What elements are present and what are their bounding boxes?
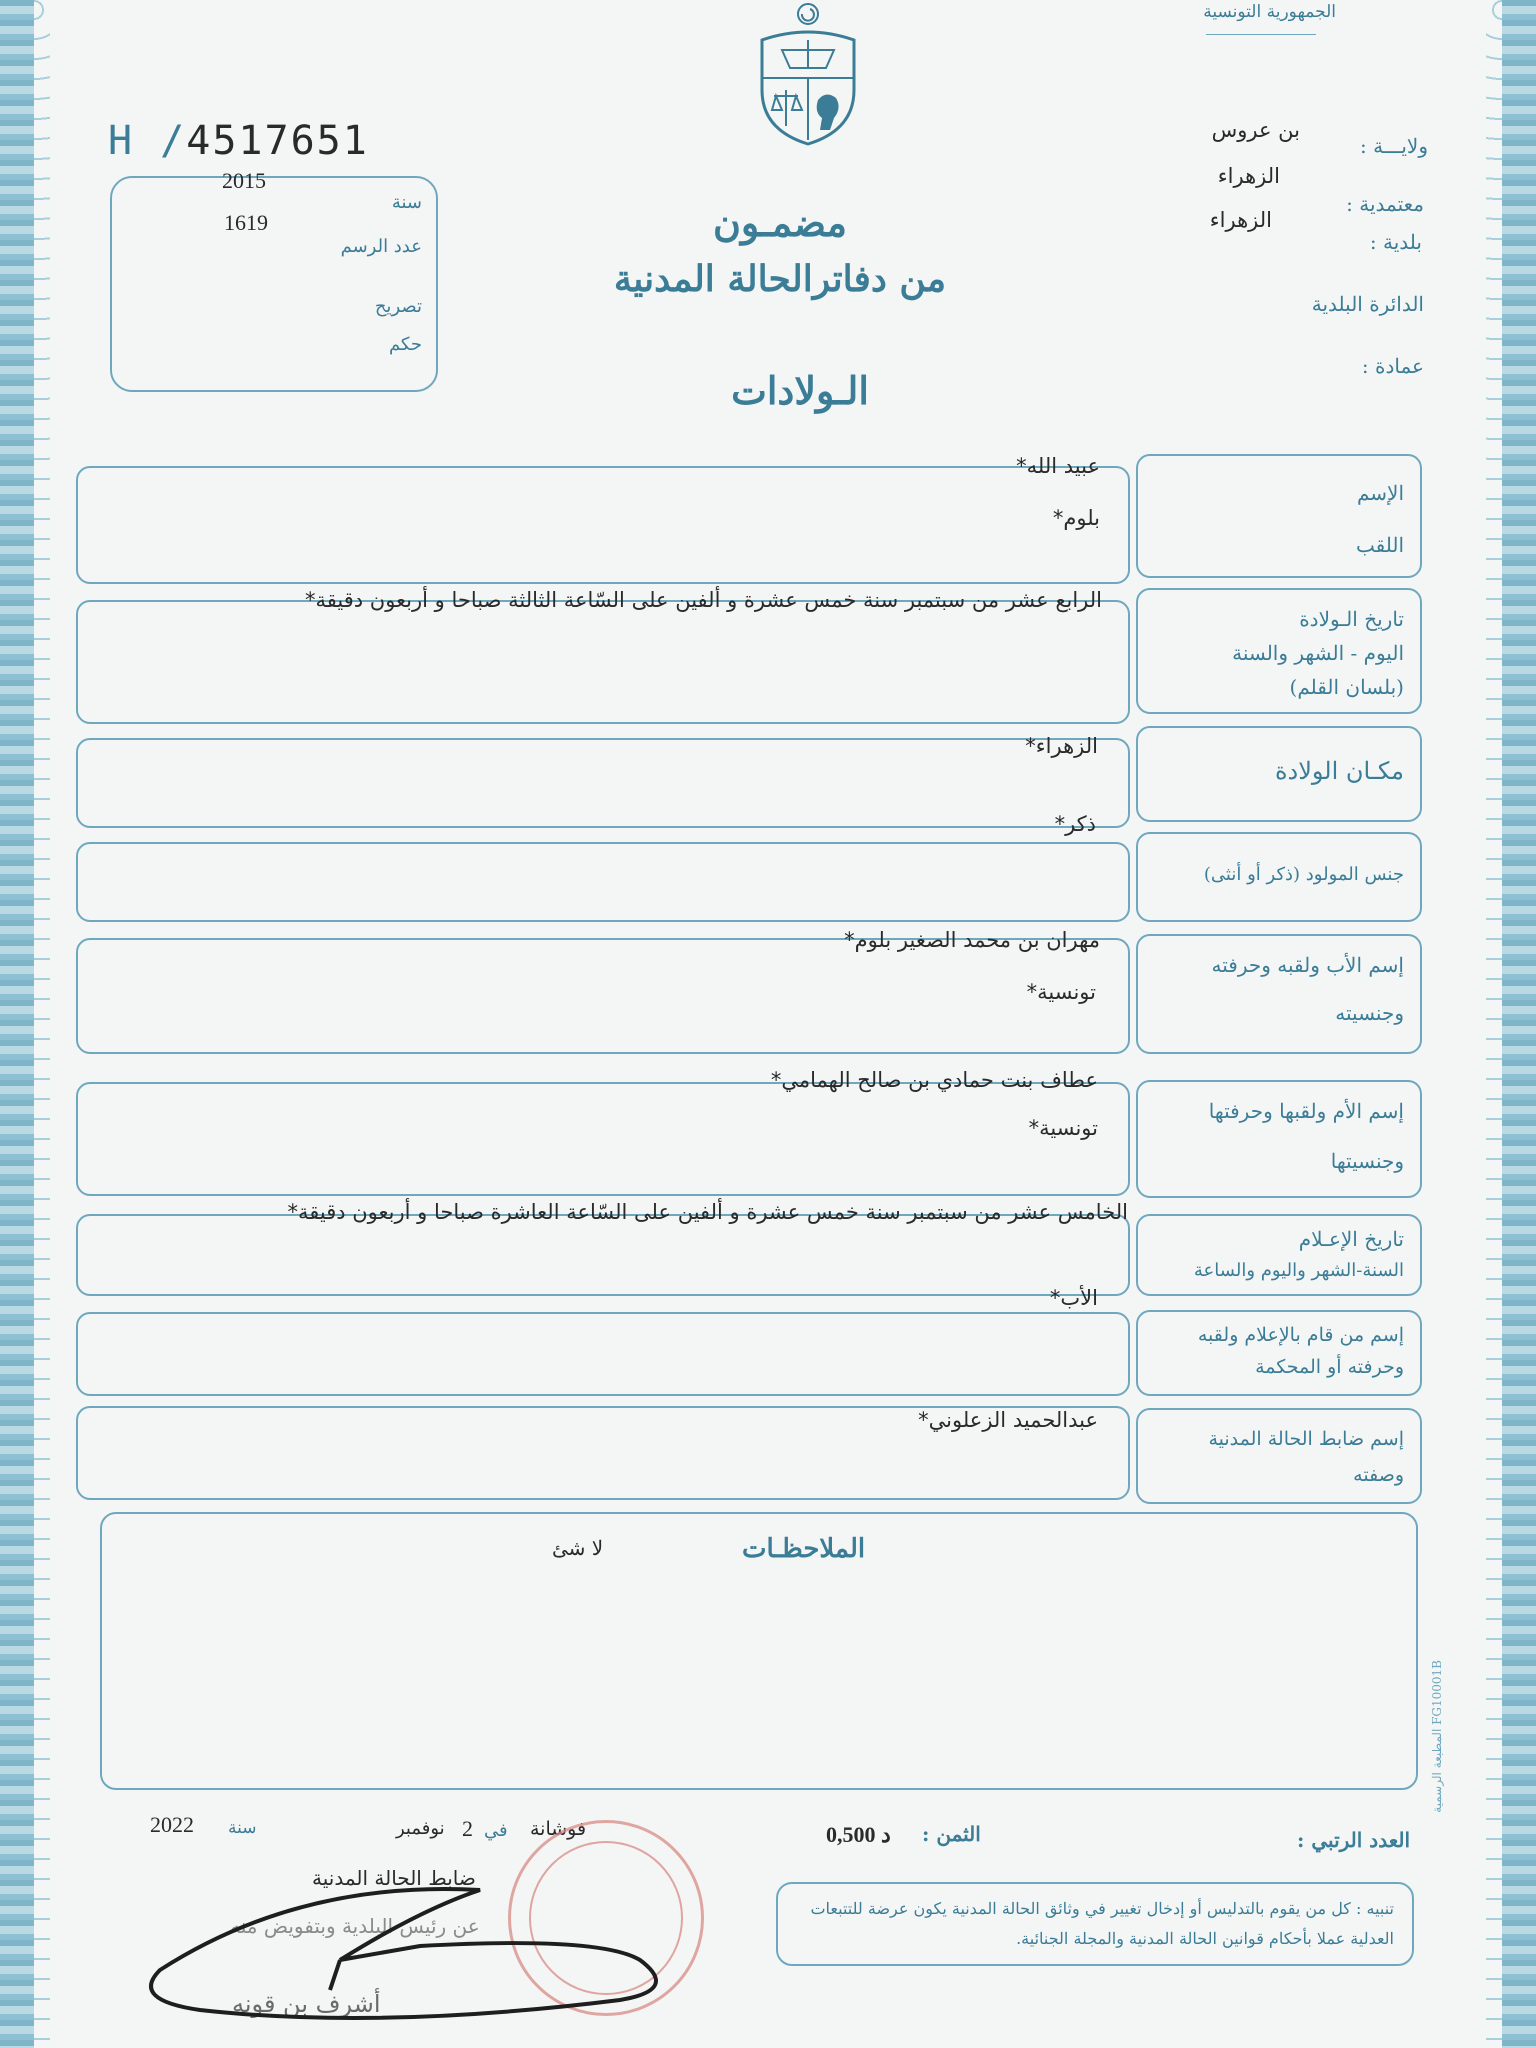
price-value: 0,500 د xyxy=(826,1822,891,1847)
officer-label-2: وصفته xyxy=(1353,1464,1404,1486)
serial-digits: 4517651 xyxy=(186,118,369,164)
sex-value: ذكر* xyxy=(1054,812,1096,836)
sex-label-box xyxy=(1136,832,1422,922)
name-label-box xyxy=(1136,454,1422,578)
officer-name: أشرف بن قونه xyxy=(232,1990,381,2018)
judgment-checkbox-label: حكم xyxy=(388,334,422,355)
birth-date-value-box xyxy=(76,588,1130,724)
name-value: عبيد الله* xyxy=(1016,454,1100,478)
mother-value-box xyxy=(76,1068,1130,1196)
wilaya-value: بن عروس xyxy=(1211,118,1300,142)
declaration-checkbox-label: تصريح xyxy=(374,296,422,317)
notes-label: الملاحظـات xyxy=(742,1534,866,1564)
day-value: 2 xyxy=(462,1816,473,1841)
municipal-circle-label: الدائرة البلدية xyxy=(1311,292,1424,316)
birth-date-value: الرابع عشر من سبتمبر سنة خمس عشرة و ألفين على السّاعة الثالثة صباحا و أربعون دقيقة* xyxy=(304,588,1102,612)
sex-label: جنس المولود (ذكر أو أنثى) xyxy=(1203,864,1404,885)
price-label: الثمن : xyxy=(922,1822,981,1846)
mutamadiya-value: الزهراء xyxy=(1217,164,1280,188)
declaration-date-value-box xyxy=(76,1200,1130,1296)
notes-box xyxy=(100,1512,1418,1790)
registry-number-label: عدد الرسم xyxy=(340,236,422,257)
wilaya-label: ولايـــة : xyxy=(1359,134,1428,158)
year-value: 2022 xyxy=(150,1812,194,1837)
registry-year-label: سنة xyxy=(391,192,422,213)
officer-label-1: إسم ضابط الحالة المدنية xyxy=(1208,1428,1404,1450)
serial-prefix: H / xyxy=(108,118,187,164)
on-label: في xyxy=(484,1820,508,1841)
father-label-box xyxy=(1136,934,1422,1054)
month-value: نوفمبر xyxy=(396,1818,445,1839)
sex-value-box xyxy=(76,812,1130,922)
officer-label-box xyxy=(1136,1408,1422,1504)
printer-mark: المطبعة الرسمية FG10001B xyxy=(1430,1660,1444,1813)
mutamadiya-label: معتمدية : xyxy=(1346,192,1424,216)
father-label-2: وجنسيته xyxy=(1335,1001,1404,1025)
tunisia-coat-of-arms-icon xyxy=(752,0,864,146)
declaration-date-label-2: السنة-الشهر واليوم والساعة xyxy=(1193,1260,1404,1281)
officer-title: ضابط الحالة المدنية xyxy=(312,1866,476,1890)
serial-number xyxy=(108,118,369,164)
declarant-value: الأب* xyxy=(1049,1286,1098,1310)
mother-nationality: تونسية* xyxy=(1028,1116,1098,1140)
registry-year-value: 2015 xyxy=(222,168,266,193)
father-label-1: إسم الأب ولقبه وحرفته xyxy=(1211,953,1404,977)
mother-label-2: وجنسيتها xyxy=(1330,1149,1404,1173)
birth-date-label-box xyxy=(1136,588,1422,714)
title-civil-registers: من دفاترالحالة المدنية xyxy=(613,258,947,300)
father-value: مهران بن محمد الصغير بلوم* xyxy=(844,928,1100,952)
declaration-date-label-box xyxy=(1136,1214,1422,1296)
birth-date-label-3: (بلسان القلم) xyxy=(1289,675,1404,699)
registry-number-value: 1619 xyxy=(224,210,268,235)
guilloche-border-left xyxy=(0,0,34,2048)
year-label: سنة xyxy=(228,1818,257,1838)
birth-place-label-box xyxy=(1136,726,1422,822)
birth-place-label: مكـان الولادة xyxy=(1274,757,1404,785)
mother-label-box xyxy=(1136,1080,1422,1198)
declaration-date-value: الخامس عشر من سبتمبر سنة خمس عشرة و ألفين على السّاعة العاشرة صباحا و أربعون دقيقة* xyxy=(287,1200,1128,1224)
declaration-date-label-1: تاريخ الإعـلام xyxy=(1298,1227,1404,1251)
guilloche-border-right xyxy=(1502,0,1536,2048)
title-extract: مضمـون xyxy=(713,200,847,245)
declarant-label-2: وحرفته أو المحكمة xyxy=(1255,1356,1404,1378)
title-births: الـولادات xyxy=(731,368,869,413)
registry-box xyxy=(110,168,438,392)
birth-date-label-1: تاريخ الـولادة xyxy=(1299,607,1404,631)
birth-place-value-box xyxy=(76,734,1130,828)
father-nationality: تونسية* xyxy=(1026,980,1096,1004)
baladiya-label: بلدية : xyxy=(1369,230,1422,254)
mother-value: عطاف بنت حمادي بن صالح الهمامي* xyxy=(770,1068,1098,1092)
signature-icon xyxy=(120,1850,680,2040)
birth-place-value: الزهراء* xyxy=(1025,734,1098,758)
declarant-value-box xyxy=(76,1286,1130,1396)
surname-label: اللقب xyxy=(1355,533,1404,557)
name-value-box xyxy=(76,454,1130,584)
republic-header: الجمهورية التونسية xyxy=(1203,2,1336,22)
serial-order-label: العدد الرتبي : xyxy=(1297,1828,1410,1852)
place-value: فوشانة xyxy=(530,1818,587,1840)
notes-value: لا شئ xyxy=(552,1536,604,1560)
officer-value: عبدالحميد الزعلوني* xyxy=(918,1408,1098,1432)
father-value-box xyxy=(76,928,1130,1054)
baladiya-value: الزهراء xyxy=(1209,208,1272,232)
name-label: الإسم xyxy=(1356,481,1404,505)
warning-box: تنبيه : كل من يقوم بالتدليس أو إدخال تغيير في وثائق الحالة المدنية يكون عرضة للتتبعات العدلية عملا بأحكام قوانين الحالة المدنية والمجلة الجنائية. xyxy=(776,1882,1414,1966)
mother-label-1: إسم الأم ولقبها وحرفتها xyxy=(1208,1099,1404,1123)
declarant-label-box xyxy=(1136,1310,1422,1396)
surname-value: بلوم* xyxy=(1052,506,1100,530)
declarant-label-1: إسم من قام بالإعلام ولقبه xyxy=(1197,1324,1404,1346)
omda-label: عمادة : xyxy=(1361,354,1424,378)
birth-date-label-2: اليوم - الشهر والسنة xyxy=(1232,641,1404,665)
officer-delegation: عن رئيس البلدية وبتفويض منه xyxy=(230,1914,480,1938)
republic-underline xyxy=(1206,34,1316,35)
officer-value-box xyxy=(76,1406,1130,1500)
